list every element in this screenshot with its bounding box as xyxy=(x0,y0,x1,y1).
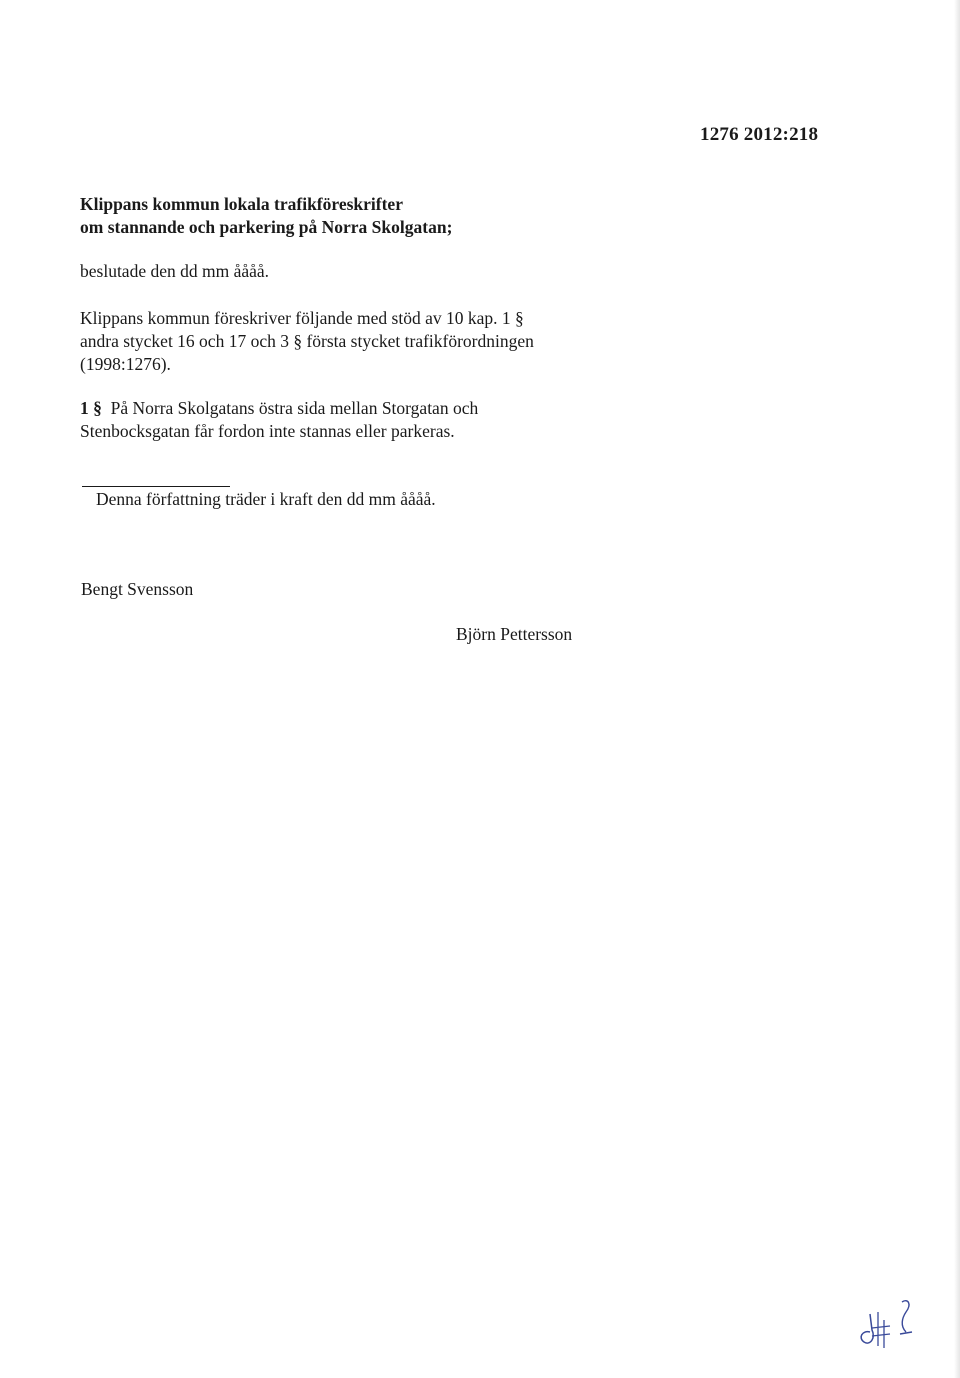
page-edge-shadow xyxy=(954,0,960,1378)
section-1 xyxy=(80,397,640,443)
signature-name-1: Bengt Svensson xyxy=(81,579,194,599)
authority-paragraph xyxy=(80,307,640,376)
section-1-line-1 xyxy=(80,397,640,420)
signature-name-2: Björn Pettersson xyxy=(456,624,573,644)
entry-into-force-note: Denna författning träder i kraft den dd mm åååå. xyxy=(96,489,436,509)
handwritten-initials-icon xyxy=(848,1292,918,1352)
authority-line-3: (1998:1276). xyxy=(80,354,171,374)
section-number: 1 § xyxy=(80,398,102,418)
reference-number: 1276 2012:218 xyxy=(700,124,819,145)
authority-line-2: andra stycket 16 och 17 och 3 § första stycket trafikförordningen xyxy=(80,331,534,351)
document-title xyxy=(80,193,452,239)
title-line-2: om stannande och parkering på Norra Skolgatan; xyxy=(80,217,453,237)
decision-date: beslutade den dd mm åååå. xyxy=(80,261,270,281)
title-line-1: Klippans kommun lokala trafikföreskrifter xyxy=(80,194,403,214)
section-1-text-1: På Norra Skolgatans östra sida mellan Storgatan och xyxy=(110,398,479,418)
footnote-divider xyxy=(82,486,230,487)
authority-line-1: Klippans kommun föreskriver följande med stöd av 10 kap. 1 § xyxy=(80,308,524,328)
section-1-line-2: Stenbocksgatan får fordon inte stannas eller parkeras. xyxy=(80,421,455,441)
